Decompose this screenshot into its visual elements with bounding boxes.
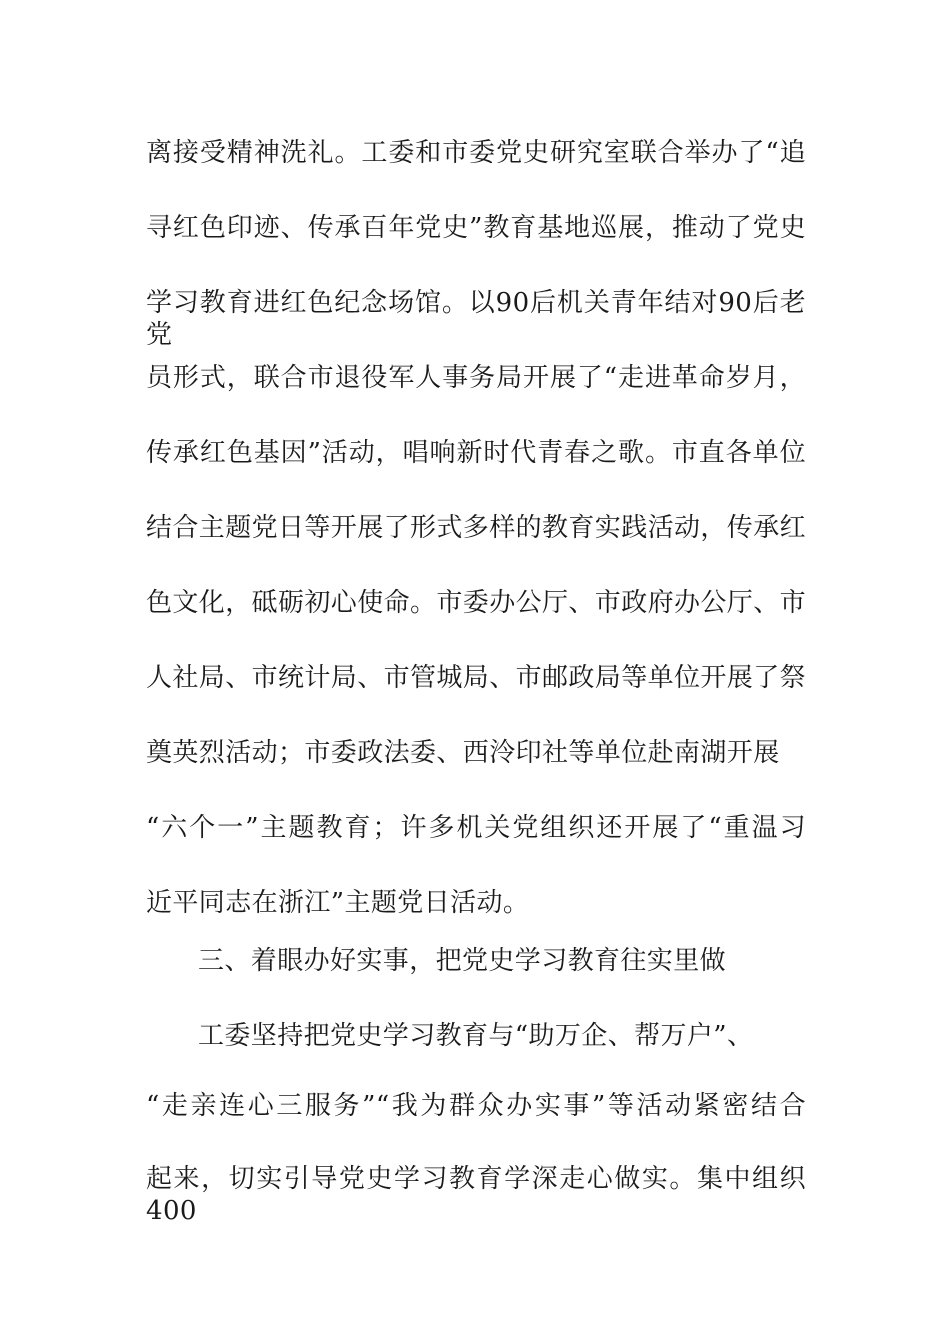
body-text-line: 起来，切实引导党史学习教育学深走心做实。集中组织400 xyxy=(146,1164,806,1226)
body-text-line: “六个一”主题教育；许多机关党组织还开展了“重温习 xyxy=(146,813,806,843)
body-text-line: 寻红色印迹、传承百年党史”教育基地巡展，推动了党史 xyxy=(146,213,806,243)
body-text-line: 学习教育进红色纪念场馆。以90后机关青年结对90后老党 xyxy=(146,288,806,350)
body-text-line: 离接受精神洗礼。工委和市委党史研究室联合举办了“追 xyxy=(146,138,806,168)
body-text-line: 近平同志在浙江”主题党日活动。 xyxy=(146,888,530,918)
body-text-line: 工委坚持把党史学习教育与“助万企、帮万户”、 xyxy=(198,1021,754,1051)
body-text-line: 人社局、市统计局、市管城局、市邮政局等单位开展了祭 xyxy=(146,663,807,693)
body-text-line: “走亲连心三服务”“我为群众办实事”等活动紧密结合 xyxy=(146,1091,806,1121)
body-text-line: 传承红色基因”活动，唱响新时代青春之歌。市直各单位 xyxy=(146,438,806,468)
body-text-line: 奠英烈活动；市委政法委、西泠印社等单位赴南湖开展 xyxy=(146,738,780,768)
body-text-line: 员形式，联合市退役军人事务局开展了“走进革命岁月， xyxy=(146,363,806,393)
section-heading: 三、着眼办好实事，把党史学习教育往实里做 xyxy=(198,946,727,976)
body-text-line: 色文化，砥砺初心使命。市委办公厅、市政府办公厅、市 xyxy=(146,588,807,618)
body-text-line: 结合主题党日等开展了形式多样的教育实践活动，传承红 xyxy=(146,513,807,543)
